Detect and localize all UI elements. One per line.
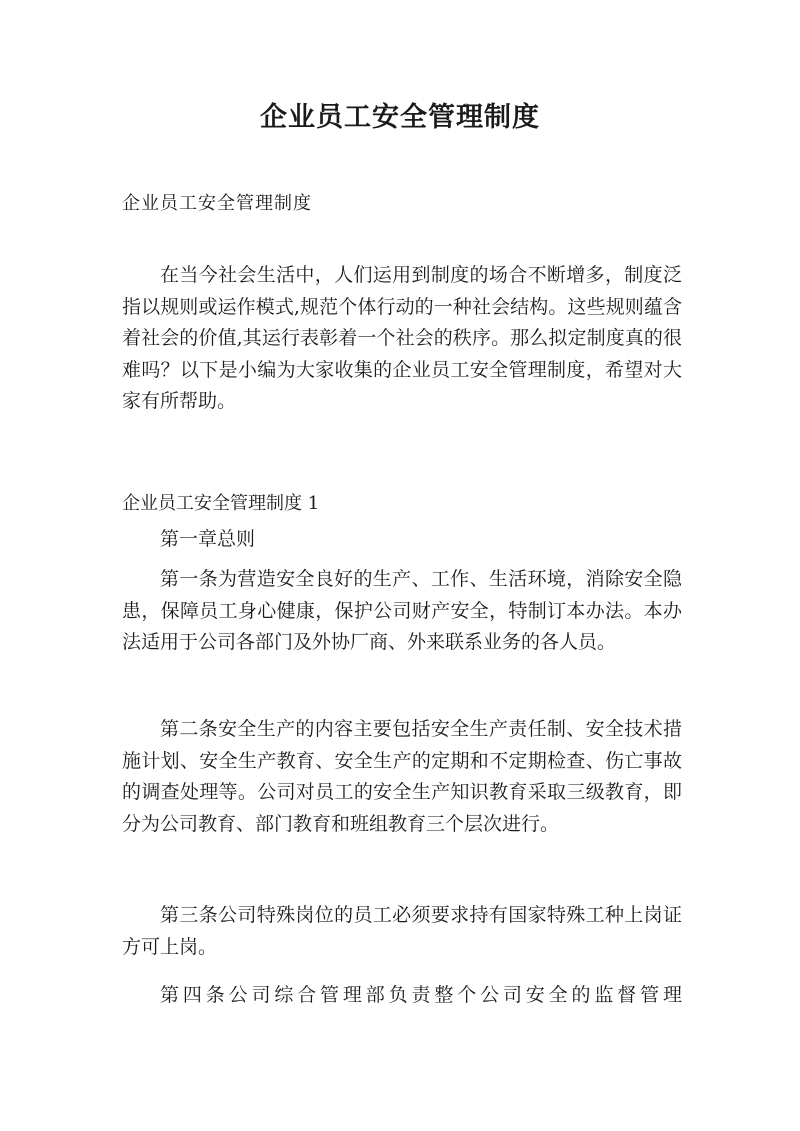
- section-heading: 企业员工安全管理制度 1: [122, 493, 320, 514]
- document-subtitle: 企业员工安全管理制度: [122, 193, 312, 214]
- document-title: 企业员工安全管理制度: [260, 102, 540, 133]
- intro-paragraph: 在当今社会生活中，人们运用到制度的场合不断增多，制度泛指以规则或运作模式,规范个体行动的一种社会结构。这些规则蕴含着社会的价值,其运行表彰着一个社会的秩序。那么拟定制度真的很难吗？以下是小编为大家收集的企业员工安全管理制度，希望对大家有所帮助。: [122, 264, 682, 412]
- article-paragraph-1: 第一条为营造安全良好的生产、工作、生活环境，消除安全隐患，保障员工身心健康，保护公司财产安全，特制订本办法。本办法适用于公司各部门及外协厂商、外来联系业务的各人员。: [122, 568, 682, 653]
- article-paragraph-3: 第三条公司特殊岗位的员工必须要求持有国家特殊工种上岗证方可上岗。: [122, 904, 682, 958]
- chapter-heading: 第一章总则: [160, 528, 256, 550]
- article-paragraph-4: 第四条公司综合管理部负责整个公司安全的监督管理: [160, 984, 682, 1006]
- article-paragraph-2: 第二条安全生产的内容主要包括安全生产责任制、安全技术措施计划、安全生产教育、安全生产的定期和不定期检查、伤亡事故的调查处理等。公司对员工的安全生产知识教育采取三级教育，即分为公司教育、部门教育和班组教育三个层次进行。: [122, 718, 682, 835]
